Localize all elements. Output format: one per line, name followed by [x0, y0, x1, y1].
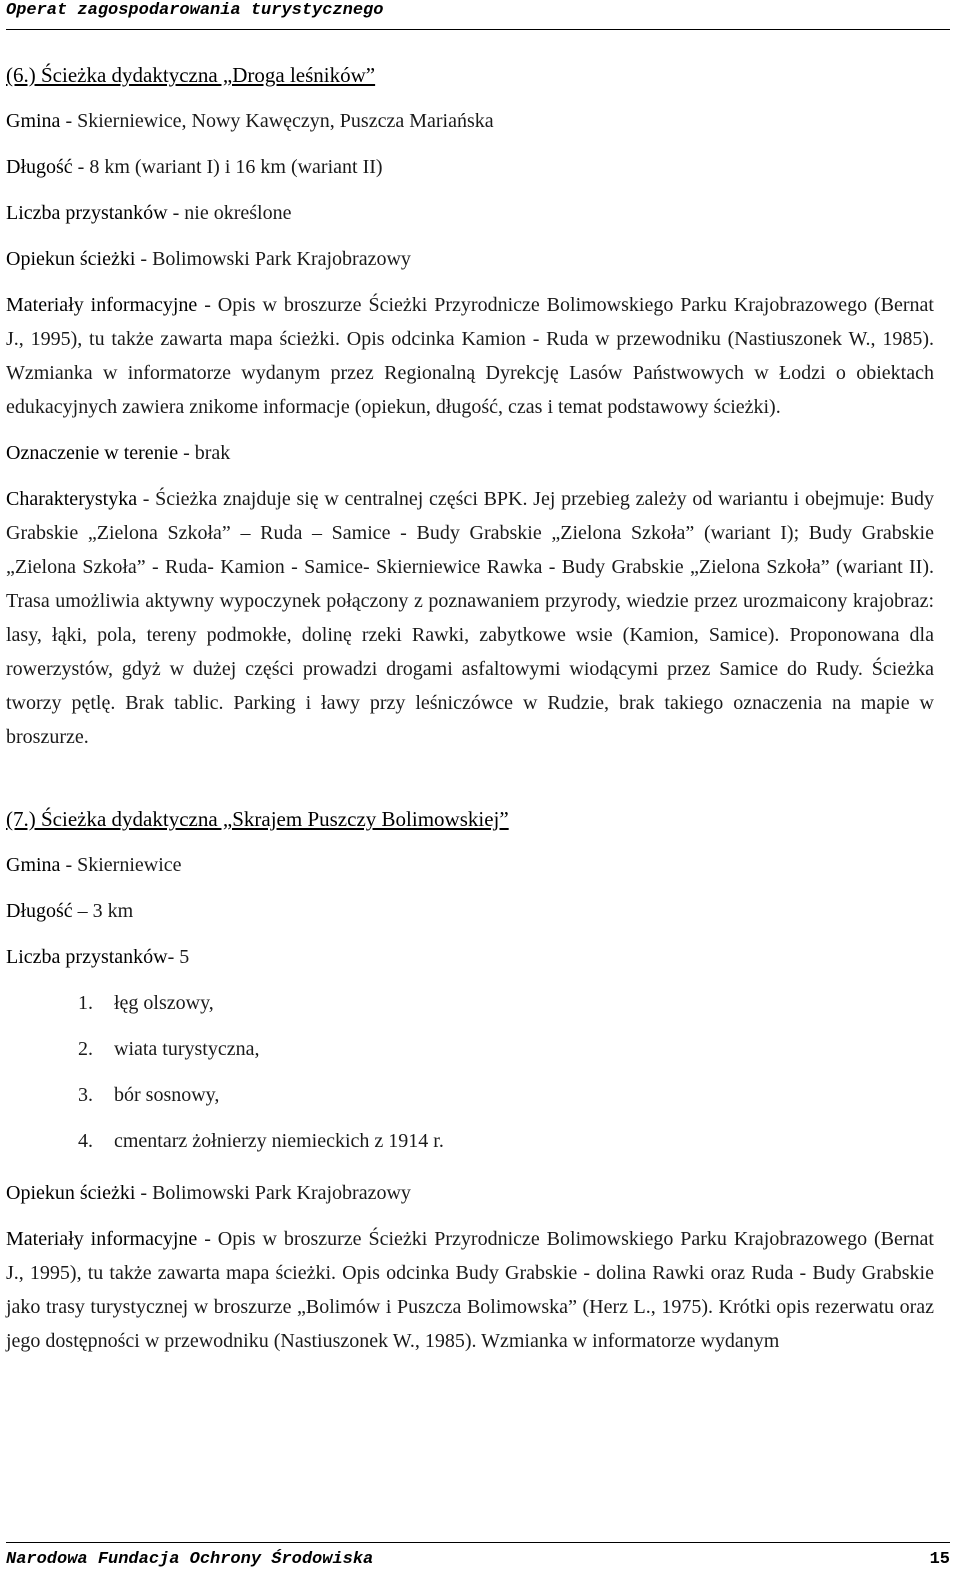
opiekun-value: - Bolimowski Park Krajobrazowy — [135, 1182, 411, 1204]
materialy-label: Materiały informacyjne — [6, 1228, 198, 1250]
materialy-value: - Opis w broszurze Ścieżki Przyrodnicze Bolimowskiego Parku Krajobrazowego (Bernat J., 1995), tu także zawarta mapa ścieżki. Opis odcinka Budy Grabskie - dolina Rawki oraz Ruda - Budy Grabskie jako trasy turystycznej w broszurze „Bolimów i Puszcza Bolimowska” (Herz L., 1975). Krótki opis rezerwatu oraz jego dostępności w przewodniku (Nastiuszonek W., 1985). Wzmianka w informatorze wydanym — [6, 1228, 934, 1352]
stop-text: wiata turystyczna, — [114, 1038, 260, 1060]
section-6-gmina — [6, 104, 934, 138]
dlugosc-label: Długość — [6, 156, 73, 178]
section-6-dlugosc — [6, 150, 934, 184]
section-7-opiekun — [6, 1176, 934, 1210]
section-7-przystanki — [6, 940, 934, 974]
section-7-heading: (7.) Ścieżka dydaktyczna „Skrajem Puszczy Bolimowskiej” — [6, 807, 509, 831]
opiekun-label: Opiekun ścieżki — [6, 248, 136, 270]
dlugosc-label: Długość — [6, 900, 73, 922]
list-item — [78, 1026, 934, 1072]
gmina-value: - Skierniewice — [60, 854, 182, 876]
section-6-materialy — [6, 288, 934, 424]
page-footer — [6, 1542, 950, 1571]
section-7-dlugosc — [6, 894, 934, 928]
document-body — [6, 58, 934, 1358]
charakterystyka-value: - Ścieżka znajduje się w centralnej części BPK. Jej przebieg zależy od wariantu i obejmuje: Budy Grabskie „Zielona Szkoła” – Ruda – Samice - Budy Grabskie „Zielona Szkoła” (wariant I); Budy Grabskie „Zielona Szkoła” - Ruda- Kamion - Samice- Skierniewice Rawka - Budy Grabskie „Zielona Szkoła” (wariant II). Trasa umożliwia aktywny wypoczynek połączony z poznawaniem przyrody, wiedzie przez urozmaicony krajobraz: lasy, łąki, pola, tereny podmokłe, dolinę rzeki Rawki, zabytkowe wsie (Kamion, Samice). Proponowana dla rowerzystów, gdyż w dużej części prowadzi drogami asfaltowymi wiodącymi przez Samice do Rudy. Ścieżka tworzy pętlę. Brak tablic. Parking i ławy przy leśniczówce w Rudzie, brak takiego oznaczenia na mapie w broszurze. — [6, 488, 934, 748]
section-6-charakterystyka — [6, 482, 934, 754]
materialy-value: - Opis w broszurze Ścieżki Przyrodnicze Bolimowskiego Parku Krajobrazowego (Bernat J., 1995), tu także zawarta mapa ścieżki. Opis odcinka Kamion - Ruda w przewodniku (Nastiuszonek W., 1985). Wzmianka w informatorze wydanym przez Regionalną Dyrekcję Lasów Państwowych w Łodzi o obiektach edukacyjnych zawiera znikome informacje (opiekun, długość, czas i temat podstawowy ścieżki). — [6, 294, 934, 418]
section-6-oznaczenie — [6, 436, 934, 470]
stop-text: łęg olszowy, — [114, 992, 214, 1014]
gmina-label: Gmina — [6, 854, 61, 876]
opiekun-label: Opiekun ścieżki — [6, 1182, 136, 1204]
oznaczenie-label: Oznaczenie w terenie — [6, 442, 179, 464]
footer-organization: Narodowa Fundacja Ochrony Środowiska — [6, 1550, 374, 1569]
stop-text: bór sosnowy, — [114, 1084, 220, 1106]
materialy-label: Materiały informacyjne — [6, 294, 198, 316]
stop-text: cmentarz żołnierzy niemieckich z 1914 r. — [114, 1130, 444, 1152]
przystanki-value: - nie określone — [167, 202, 292, 224]
charakterystyka-label: Charakterystyka — [6, 488, 138, 510]
page-number: 15 — [929, 1550, 950, 1569]
stop-number: 2. — [78, 1038, 93, 1060]
section-7-materialy — [6, 1222, 934, 1358]
list-item — [78, 1118, 934, 1164]
page-header — [6, 0, 950, 30]
przystanki-label: Liczba przystanków — [6, 946, 168, 968]
gmina-value: - Skierniewice, Nowy Kawęczyn, Puszcza Mariańska — [60, 110, 494, 132]
stop-number: 3. — [78, 1084, 93, 1106]
stops-list — [6, 980, 934, 1164]
gmina-label: Gmina — [6, 110, 61, 132]
section-7-gmina — [6, 848, 934, 882]
list-item — [78, 980, 934, 1026]
oznaczenie-value: - brak — [178, 442, 231, 464]
dlugosc-value: - 8 km (wariant I) i 16 km (wariant II) — [72, 156, 383, 178]
stop-number: 4. — [78, 1130, 93, 1152]
dlugosc-value: – 3 km — [72, 900, 134, 922]
przystanki-value: - 5 — [167, 946, 190, 968]
opiekun-value: - Bolimowski Park Krajobrazowy — [135, 248, 411, 270]
section-6-heading: (6.) Ścieżka dydaktyczna „Droga leśników” — [6, 63, 376, 87]
section-6-opiekun — [6, 242, 934, 276]
list-item — [78, 1072, 934, 1118]
stop-number: 1. — [78, 992, 93, 1014]
przystanki-label: Liczba przystanków — [6, 202, 168, 224]
section-6-przystanki — [6, 196, 934, 230]
header-title: Operat zagospodarowania turystycznego — [6, 1, 384, 20]
